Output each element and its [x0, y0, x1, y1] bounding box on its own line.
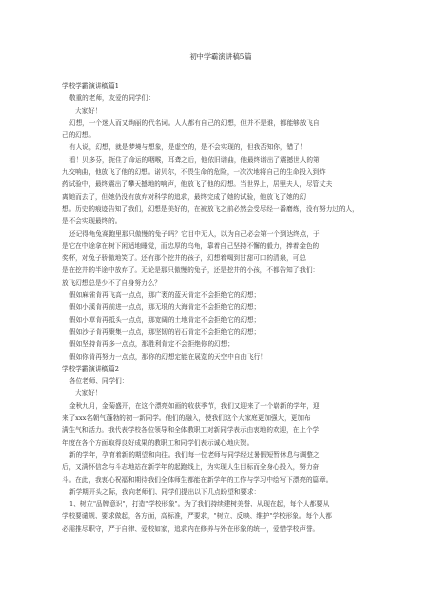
text-line: 假如你肯再努力一点点，那你的幻想定能在展览的天空中自由飞行！ [69, 352, 267, 361]
text-line: 新的学年，孕育着新的期望和向往。我们每一位老师与同学经过暑假短暂休息与调整之 [69, 450, 320, 459]
text-line: 有人说，幻想，就是梦境与想象，是虚空的，是不会实现的，但我否知你，错了！ [69, 143, 307, 152]
section-heading: 学校学霸演讲稿篇1 [62, 82, 119, 90]
text-line: 假如小溪肯再前进一点点，那无垠的大海肯定不会拒绝它的幻想； [69, 303, 261, 312]
text-line: 假如沙子肯再聚集一点点，那坚韧的岩石肯定不会拒绝它的幻想； [69, 327, 261, 336]
text-line: 是不会实现最终的。 [62, 217, 122, 226]
text-line: 斗。在此，我衷心祝福和期待我们全体师生都能在新学年的工作与学习中绘写下漂亮的篇章。 [62, 475, 333, 484]
text-line: 放飞幻想总是少不了自身努力么？ [62, 278, 161, 287]
text-line: 满生气和活力。我代表学校各位领导和全体教职工对新同学表示由衷地的欢迎，在上个学 [62, 426, 320, 435]
text-line: 是在挖井的半途中放弃了。无论是那只傲慢的兔子，还是挖井的小孩，不都告知了我们： [62, 266, 320, 275]
text-line: 药试验中，最终震出了攀天撼地的响声，他放飞了他的幻想。当世界上，居里夫人，尽管丈夫 [62, 180, 333, 189]
document-title: 初中学霸演讲稿5篇 [189, 52, 252, 61]
text-line: 大家好！ [75, 106, 102, 115]
text-line: 还记得龟兔赛跑里那只傲慢的兔子吗？它目中无人，以为自己必会第一个到达终点，于 [69, 229, 320, 238]
text-line: 1、树立"品牌意识"，打造"学校形象"。为了我们持续建树美誉、从现在起，每个人都要从 [69, 500, 330, 509]
text-line: 想。历史的痕迹告知了我们，幻想是美好的，在被放飞之前必然会受尽经一番磨炼，没有努力过的人， [62, 204, 359, 213]
text-line: 九交响曲，他放飞了他的幻想。诺贝尔，不畏生命的危险，一次次地将自己的生命投入到炸 [62, 168, 326, 177]
text-line: 年度在各个方面取得良好成果的教职工和同学们表示诚心地庆贺。 [62, 438, 254, 447]
text-line: 假如坚持肯再多一点点，那胜利肯定不会拒绝你的幻想； [69, 340, 234, 349]
text-line: 假如小草肯再抵头一点点，那宽阔的土地肯定不会拒绝它的幻想； [69, 315, 261, 324]
text-line: 敬重的老师，友爱的同学们： [69, 94, 155, 103]
document-body [62, 80, 379, 535]
text-line: 看！贝多芬，扼住了命运的咽喉，耳聋之后，他依旧谱曲，他最终谱出了震撼世人的第 [69, 155, 320, 164]
text-line: 大家好！ [75, 389, 102, 398]
text-line: 己的幻想。 [62, 131, 95, 140]
text-line: 幻想，一个迷人而又绚丽的代名词。人人都有自己的幻想，但并不是谁，都能够放飞自 [69, 118, 320, 127]
text-line: 来了xxx名朝气蓬勃的初一新同学。他们的融入，使我们这个大家庭更加强大，更加布 [62, 414, 311, 423]
text-line: 新学期开头之际，我向老师们、同学们提出以下几点盼望和要求： [69, 487, 261, 496]
text-line: 离她而去了，但她仍没有放弃对科学的追求，最终完成了她的试验，他放飞了她的幻 [62, 192, 306, 201]
text-line: 后，又满怀信念与斗志地站在新学年的起跑线上，为实现人生目标而全身心投入，努力奋 [62, 463, 320, 472]
text-line: 各位老师、同学们： [69, 377, 129, 386]
text-line: 必需推尽职守，严于自律、爱校如家，追求内在修养与外在形象的统一，爱惜学校声誉。 [62, 524, 320, 533]
text-line: 学校要谴规、要求做起，各方面，高标准，严要求，"树立、反映、维护"学校形象。每个人都 [62, 512, 332, 521]
section-heading: 学校学霸演讲稿篇2 [62, 364, 119, 373]
text-line: 金秋九月，金菊盛开，在这个漂亮如画的收获季节，我们又迎来了一个崭新的学年，迎 [69, 401, 320, 410]
text-line: 假如麻雀肯再飞高一点点，那广袤的蓝天肯定不会拒绝它的幻想； [69, 291, 261, 300]
text-line: 奖杯，对兔子骄傲地笑了。还有那个挖井的孩子，幻想着喝到甘甜可口的清泉，可总 [62, 254, 306, 263]
text-line: 是它在中途拿在树下闲适地睡觉，而忠厚的乌龟，靠着自己坚持不懈的毅力，捧着金色的 [62, 241, 320, 250]
